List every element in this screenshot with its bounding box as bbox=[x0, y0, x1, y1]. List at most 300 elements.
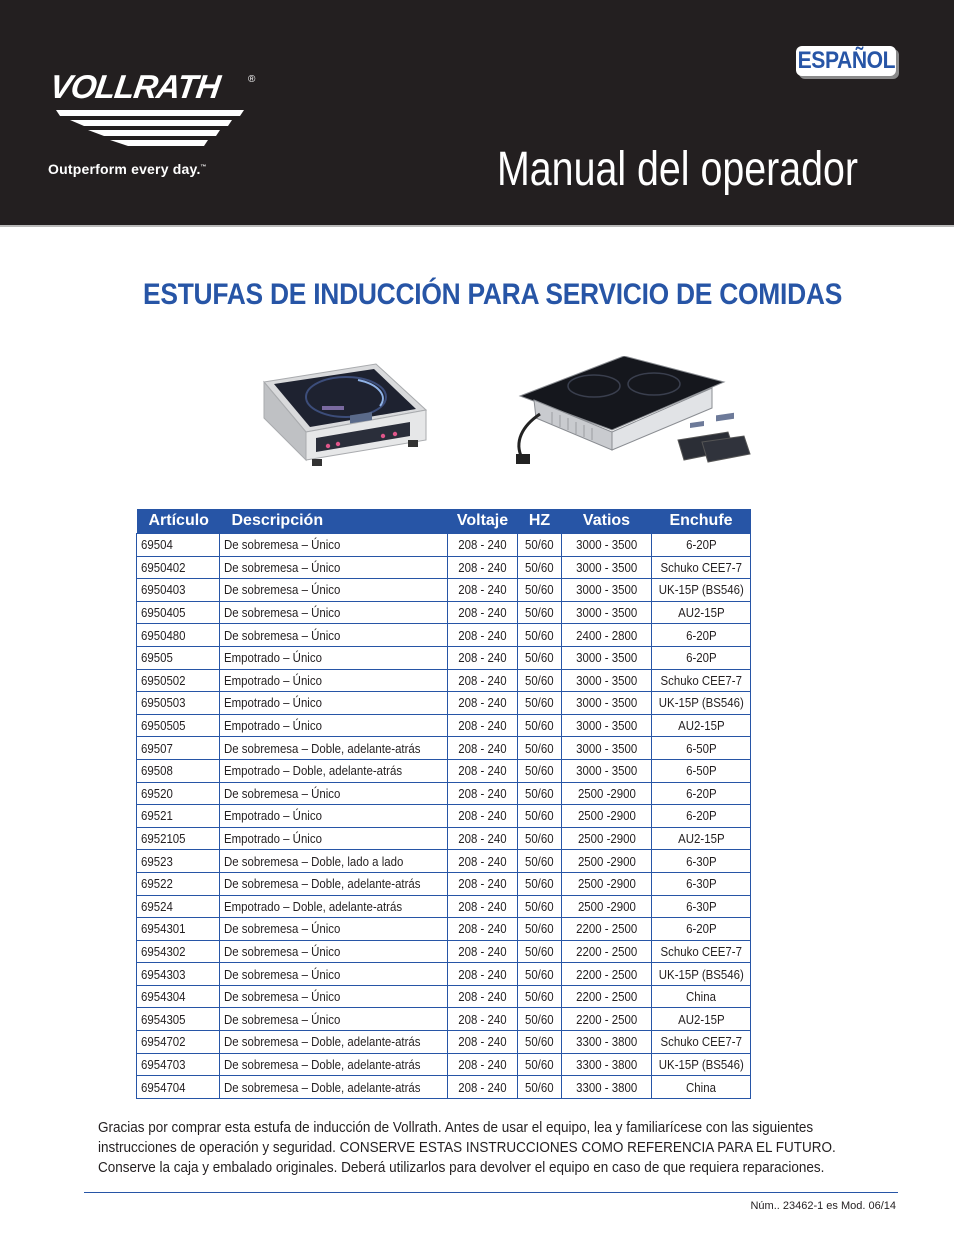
cell-articulo bbox=[137, 918, 220, 941]
cell-enchufe bbox=[652, 985, 751, 1008]
intro-paragraph bbox=[98, 1118, 888, 1178]
cell-articulo-text: 6954702 bbox=[141, 1034, 186, 1050]
cell-vatios bbox=[562, 669, 652, 692]
cell-descripcion bbox=[220, 805, 448, 828]
cell-vatios bbox=[562, 1076, 652, 1099]
cell-enchufe bbox=[652, 601, 751, 624]
table-row bbox=[137, 827, 751, 850]
cell-descripcion-text: Empotrado – Único bbox=[224, 808, 322, 824]
cell-voltaje bbox=[448, 1008, 518, 1031]
table-row bbox=[137, 963, 751, 986]
cell-articulo bbox=[137, 714, 220, 737]
product-spec-table bbox=[136, 509, 751, 1099]
cell-hz-text: 50/60 bbox=[525, 627, 554, 643]
cell-descripcion-text: De sobremesa – Doble, adelante-atrás bbox=[224, 740, 421, 756]
cell-enchufe bbox=[652, 850, 751, 873]
table-row bbox=[137, 624, 751, 647]
cell-descripcion-text: De sobremesa – Único bbox=[224, 605, 341, 621]
cell-vatios-text: 3300 - 3800 bbox=[575, 1079, 638, 1095]
cell-articulo bbox=[137, 601, 220, 624]
col-header-enchufe: Enchufe bbox=[652, 509, 751, 534]
cell-vatios bbox=[562, 850, 652, 873]
cell-articulo-text: 6954304 bbox=[141, 989, 186, 1005]
cell-voltaje bbox=[448, 624, 518, 647]
product-title: ESTUFAS DE INDUCCIÓN PARA SERVICIO DE COMIDAS bbox=[143, 278, 843, 311]
table-row bbox=[137, 714, 751, 737]
cell-voltaje-text: 208 - 240 bbox=[458, 943, 507, 959]
cell-voltaje-text: 208 - 240 bbox=[458, 740, 507, 756]
cell-hz-text: 50/60 bbox=[525, 1079, 554, 1095]
cell-articulo bbox=[137, 985, 220, 1008]
table-body bbox=[137, 534, 751, 1099]
cell-hz bbox=[518, 759, 562, 782]
cell-vatios-text: 3000 - 3500 bbox=[575, 672, 638, 688]
cell-articulo-text: 6952105 bbox=[141, 831, 186, 847]
cell-descripcion bbox=[220, 624, 448, 647]
cell-enchufe bbox=[652, 669, 751, 692]
cell-voltaje-text: 208 - 240 bbox=[458, 921, 507, 937]
cell-vatios-text: 2200 - 2500 bbox=[575, 921, 638, 937]
cell-voltaje bbox=[448, 601, 518, 624]
cell-articulo-text: 69522 bbox=[141, 876, 173, 892]
cell-descripcion bbox=[220, 918, 448, 941]
cell-descripcion bbox=[220, 759, 448, 782]
cell-voltaje bbox=[448, 646, 518, 669]
cell-enchufe-text: China bbox=[686, 1079, 716, 1095]
cell-descripcion bbox=[220, 737, 448, 760]
cell-enchufe bbox=[652, 624, 751, 647]
cell-enchufe-text: AU2-15P bbox=[677, 1011, 725, 1027]
cell-hz-text: 50/60 bbox=[525, 785, 554, 801]
cell-hz bbox=[518, 895, 562, 918]
table-row bbox=[137, 1008, 751, 1031]
cell-vatios bbox=[562, 940, 652, 963]
cell-vatios bbox=[562, 1053, 652, 1076]
cell-articulo bbox=[137, 646, 220, 669]
cell-enchufe-text: 6-30P bbox=[685, 853, 717, 869]
cell-articulo-text: 6954305 bbox=[141, 1011, 186, 1027]
cell-descripcion-text: Empotrado – Único bbox=[224, 695, 322, 711]
built-in-induction-range-image bbox=[512, 356, 752, 476]
cell-descripcion bbox=[220, 534, 448, 557]
cell-vatios bbox=[562, 759, 652, 782]
cell-articulo bbox=[137, 1008, 220, 1031]
cell-descripcion bbox=[220, 669, 448, 692]
cell-vatios bbox=[562, 579, 652, 602]
cell-voltaje-text: 208 - 240 bbox=[458, 763, 507, 779]
cell-voltaje-text: 208 - 240 bbox=[458, 672, 507, 688]
cell-hz bbox=[518, 737, 562, 760]
cell-voltaje bbox=[448, 827, 518, 850]
cell-vatios-text: 3000 - 3500 bbox=[575, 763, 638, 779]
cell-vatios-text: 2500 -2900 bbox=[577, 785, 636, 801]
cell-articulo-text: 69524 bbox=[141, 898, 173, 914]
cell-articulo-text: 69507 bbox=[141, 740, 173, 756]
cell-descripcion-text: De sobremesa – Único bbox=[224, 1011, 341, 1027]
cell-voltaje bbox=[448, 1053, 518, 1076]
table-row bbox=[137, 940, 751, 963]
cell-articulo-text: 6950405 bbox=[141, 605, 186, 621]
cell-articulo-text: 6954303 bbox=[141, 966, 186, 982]
cell-hz bbox=[518, 985, 562, 1008]
cell-descripcion bbox=[220, 895, 448, 918]
cell-hz-text: 50/60 bbox=[525, 898, 554, 914]
cell-articulo-text: 6950502 bbox=[141, 672, 186, 688]
cell-vatios bbox=[562, 895, 652, 918]
cell-vatios bbox=[562, 805, 652, 828]
cell-descripcion-text: Empotrado – Doble, adelante-atrás bbox=[224, 898, 403, 914]
cell-voltaje-text: 208 - 240 bbox=[458, 1034, 507, 1050]
cell-vatios bbox=[562, 737, 652, 760]
cell-vatios-text: 2400 - 2800 bbox=[575, 627, 638, 643]
tagline-text: Outperform every day. bbox=[48, 161, 201, 177]
cell-vatios bbox=[562, 646, 652, 669]
cell-descripcion-text: Empotrado – Único bbox=[224, 718, 322, 734]
cell-enchufe bbox=[652, 1076, 751, 1099]
cell-enchufe bbox=[652, 759, 751, 782]
cell-articulo bbox=[137, 1031, 220, 1054]
cell-vatios bbox=[562, 782, 652, 805]
cell-articulo bbox=[137, 737, 220, 760]
cell-voltaje-text: 208 - 240 bbox=[458, 695, 507, 711]
cell-enchufe-text: 6-30P bbox=[685, 876, 717, 892]
cell-articulo-text: 69523 bbox=[141, 853, 173, 869]
cell-enchufe-text: 6-20P bbox=[685, 785, 717, 801]
table-row bbox=[137, 759, 751, 782]
trademark-mark: ™ bbox=[200, 164, 207, 171]
cell-hz bbox=[518, 601, 562, 624]
cell-voltaje-text: 208 - 240 bbox=[458, 718, 507, 734]
cell-voltaje bbox=[448, 782, 518, 805]
cell-enchufe-text: AU2-15P bbox=[677, 718, 725, 734]
cell-descripcion-text: De sobremesa – Único bbox=[224, 989, 341, 1005]
cell-vatios-text: 3000 - 3500 bbox=[575, 582, 638, 598]
cell-hz-text: 50/60 bbox=[525, 853, 554, 869]
cell-vatios bbox=[562, 556, 652, 579]
cell-voltaje-text: 208 - 240 bbox=[458, 853, 507, 869]
vollrath-logo bbox=[44, 68, 274, 148]
cell-enchufe bbox=[652, 827, 751, 850]
cell-descripcion bbox=[220, 1053, 448, 1076]
cell-vatios-text: 3000 - 3500 bbox=[575, 650, 638, 666]
cell-vatios bbox=[562, 714, 652, 737]
col-header-hz: HZ bbox=[518, 509, 562, 534]
cell-enchufe bbox=[652, 1008, 751, 1031]
cell-hz bbox=[518, 1076, 562, 1099]
table-row bbox=[137, 918, 751, 941]
cell-enchufe-text: 6-20P bbox=[685, 921, 717, 937]
cell-voltaje-text: 208 - 240 bbox=[458, 808, 507, 824]
cell-hz bbox=[518, 827, 562, 850]
cell-vatios bbox=[562, 918, 652, 941]
cell-hz bbox=[518, 646, 562, 669]
cell-descripcion bbox=[220, 940, 448, 963]
cell-enchufe-text: 6-50P bbox=[685, 763, 717, 779]
col-header-vatios: Vatios bbox=[562, 509, 652, 534]
cell-descripcion bbox=[220, 579, 448, 602]
cell-enchufe-text: 6-50P bbox=[685, 740, 717, 756]
cell-hz bbox=[518, 1053, 562, 1076]
cell-voltaje-text: 208 - 240 bbox=[458, 650, 507, 666]
cell-voltaje bbox=[448, 556, 518, 579]
cell-vatios bbox=[562, 827, 652, 850]
cell-voltaje bbox=[448, 759, 518, 782]
cell-descripcion-text: De sobremesa – Único bbox=[224, 943, 341, 959]
cell-articulo bbox=[137, 1053, 220, 1076]
table-row bbox=[137, 1031, 751, 1054]
footer-divider bbox=[84, 1192, 898, 1193]
cell-articulo bbox=[137, 759, 220, 782]
cell-descripcion-text: De sobremesa – Único bbox=[224, 559, 341, 575]
cell-hz-text: 50/60 bbox=[525, 943, 554, 959]
cell-vatios bbox=[562, 872, 652, 895]
cell-enchufe bbox=[652, 714, 751, 737]
table-header-row bbox=[137, 509, 751, 534]
countertop-induction-range-image bbox=[258, 360, 432, 472]
cell-voltaje bbox=[448, 805, 518, 828]
cell-enchufe bbox=[652, 646, 751, 669]
cell-hz bbox=[518, 579, 562, 602]
cell-enchufe bbox=[652, 782, 751, 805]
cell-hz-text: 50/60 bbox=[525, 808, 554, 824]
cell-descripcion-text: De sobremesa – Doble, adelante-atrás bbox=[224, 1034, 421, 1050]
cell-descripcion-text: De sobremesa – Único bbox=[224, 627, 341, 643]
table-row bbox=[137, 805, 751, 828]
cell-articulo bbox=[137, 534, 220, 557]
cell-descripcion-text: De sobremesa – Doble, lado a lado bbox=[224, 853, 404, 869]
cell-descripcion-text: De sobremesa – Único bbox=[224, 966, 341, 982]
cell-hz-text: 50/60 bbox=[525, 989, 554, 1005]
cell-articulo bbox=[137, 940, 220, 963]
cell-hz-text: 50/60 bbox=[525, 537, 554, 553]
cell-hz-text: 50/60 bbox=[525, 695, 554, 711]
cell-hz bbox=[518, 963, 562, 986]
cell-vatios-text: 3000 - 3500 bbox=[575, 559, 638, 575]
cell-vatios-text: 2200 - 2500 bbox=[575, 966, 638, 982]
intro-text: Gracias por comprar esta estufa de inducción de Vollrath. Antes de usar el equipo, lea y familiarícese con las siguientes instrucciones de operación y seguridad. CONSERVE ESTAS INSTRUCCIONES COMO REFERENCIA PARA EL FUTURO. Conserve la caja y embalado originales. Deberá utilizarlos para devolver el equipo en caso de que requiera reparaciones. bbox=[98, 1119, 836, 1176]
cell-descripcion-text: De sobremesa – Doble, adelante-atrás bbox=[224, 1079, 421, 1095]
cell-hz bbox=[518, 940, 562, 963]
cell-vatios bbox=[562, 534, 652, 557]
cell-hz bbox=[518, 1008, 562, 1031]
cell-articulo-text: 6950503 bbox=[141, 695, 186, 711]
cell-voltaje-text: 208 - 240 bbox=[458, 537, 507, 553]
cell-hz-text: 50/60 bbox=[525, 650, 554, 666]
table-row bbox=[137, 985, 751, 1008]
cell-enchufe-text: Schuko CEE7-7 bbox=[660, 559, 742, 575]
table-row bbox=[137, 601, 751, 624]
cell-hz bbox=[518, 534, 562, 557]
cell-vatios-text: 2500 -2900 bbox=[577, 831, 636, 847]
cell-hz-text: 50/60 bbox=[525, 763, 554, 779]
cell-hz-text: 50/60 bbox=[525, 831, 554, 847]
table-row bbox=[137, 737, 751, 760]
cell-enchufe-text: 6-20P bbox=[685, 808, 717, 824]
cell-hz-text: 50/60 bbox=[525, 1034, 554, 1050]
cell-vatios-text: 3000 - 3500 bbox=[575, 740, 638, 756]
cell-descripcion bbox=[220, 1031, 448, 1054]
cell-articulo bbox=[137, 692, 220, 715]
manual-title: Manual del operador bbox=[497, 143, 859, 196]
cell-vatios-text: 2500 -2900 bbox=[577, 808, 636, 824]
cell-vatios bbox=[562, 1008, 652, 1031]
table-row bbox=[137, 646, 751, 669]
cell-enchufe bbox=[652, 940, 751, 963]
cell-hz bbox=[518, 872, 562, 895]
cell-hz-text: 50/60 bbox=[525, 740, 554, 756]
cell-enchufe bbox=[652, 872, 751, 895]
cell-voltaje bbox=[448, 940, 518, 963]
cell-voltaje-text: 208 - 240 bbox=[458, 989, 507, 1005]
table-row bbox=[137, 1076, 751, 1099]
cell-descripcion-text: De sobremesa – Único bbox=[224, 921, 341, 937]
table-row bbox=[137, 782, 751, 805]
cell-vatios-text: 2200 - 2500 bbox=[575, 989, 638, 1005]
cell-voltaje-text: 208 - 240 bbox=[458, 1011, 507, 1027]
cell-voltaje bbox=[448, 850, 518, 873]
cell-enchufe-text: AU2-15P bbox=[677, 605, 725, 621]
cell-enchufe bbox=[652, 692, 751, 715]
cell-enchufe-text: 6-20P bbox=[685, 537, 717, 553]
cell-descripcion bbox=[220, 827, 448, 850]
cell-enchufe bbox=[652, 1031, 751, 1054]
cell-articulo-text: 6954302 bbox=[141, 943, 186, 959]
cell-hz bbox=[518, 850, 562, 873]
cell-vatios-text: 3300 - 3800 bbox=[575, 1056, 638, 1072]
cell-voltaje bbox=[448, 534, 518, 557]
table-row bbox=[137, 669, 751, 692]
document-number: Núm.. 23462-1 es Mod. 06/14 bbox=[750, 1200, 896, 1212]
language-label: ESPAÑOL bbox=[797, 47, 895, 74]
cell-enchufe bbox=[652, 918, 751, 941]
cell-descripcion-text: Empotrado – Único bbox=[224, 672, 322, 688]
cell-articulo bbox=[137, 579, 220, 602]
header-divider bbox=[0, 225, 954, 227]
cell-enchufe-text: UK-15P (BS546) bbox=[658, 1056, 744, 1072]
col-header-descripcion: Descripción bbox=[220, 509, 448, 534]
cell-enchufe bbox=[652, 1053, 751, 1076]
cell-hz bbox=[518, 624, 562, 647]
registered-mark: ® bbox=[248, 74, 256, 85]
cell-hz-text: 50/60 bbox=[525, 966, 554, 982]
cell-articulo-text: 6950403 bbox=[141, 582, 186, 598]
cell-enchufe bbox=[652, 963, 751, 986]
table-row bbox=[137, 895, 751, 918]
cell-descripcion-text: De sobremesa – Doble, adelante-atrás bbox=[224, 876, 421, 892]
cell-descripcion bbox=[220, 692, 448, 715]
cell-descripcion-text: De sobremesa – Único bbox=[224, 582, 341, 598]
cell-articulo bbox=[137, 895, 220, 918]
cell-enchufe-text: 6-20P bbox=[685, 650, 717, 666]
cell-enchufe-text: UK-15P (BS546) bbox=[658, 966, 744, 982]
cell-descripcion-text: De sobremesa – Único bbox=[224, 537, 341, 553]
cell-voltaje bbox=[448, 579, 518, 602]
language-badge bbox=[796, 46, 896, 76]
cell-articulo bbox=[137, 872, 220, 895]
table-row bbox=[137, 1053, 751, 1076]
cell-voltaje-text: 208 - 240 bbox=[458, 582, 507, 598]
cell-vatios bbox=[562, 601, 652, 624]
cell-enchufe bbox=[652, 579, 751, 602]
cell-enchufe-text: UK-15P (BS546) bbox=[658, 582, 744, 598]
cell-enchufe bbox=[652, 737, 751, 760]
cell-voltaje-text: 208 - 240 bbox=[458, 1056, 507, 1072]
header-banner bbox=[0, 0, 954, 225]
cell-articulo-text: 6950402 bbox=[141, 559, 186, 575]
cell-voltaje bbox=[448, 692, 518, 715]
cell-voltaje bbox=[448, 714, 518, 737]
table-row bbox=[137, 872, 751, 895]
cell-voltaje-text: 208 - 240 bbox=[458, 627, 507, 643]
cell-descripcion bbox=[220, 646, 448, 669]
cell-voltaje-text: 208 - 240 bbox=[458, 559, 507, 575]
cell-voltaje bbox=[448, 895, 518, 918]
cell-enchufe-text: AU2-15P bbox=[677, 831, 725, 847]
cell-voltaje bbox=[448, 918, 518, 941]
cell-hz-text: 50/60 bbox=[525, 605, 554, 621]
cell-descripcion-text: Empotrado – Único bbox=[224, 831, 322, 847]
cell-articulo-text: 6954704 bbox=[141, 1079, 186, 1095]
cell-voltaje bbox=[448, 985, 518, 1008]
cell-hz-text: 50/60 bbox=[525, 672, 554, 688]
cell-articulo-text: 6954301 bbox=[141, 921, 186, 937]
cell-articulo bbox=[137, 850, 220, 873]
cell-articulo bbox=[137, 782, 220, 805]
cell-descripcion-text: De sobremesa – Doble, adelante-atrás bbox=[224, 1056, 421, 1072]
cell-vatios bbox=[562, 963, 652, 986]
cell-vatios-text: 3000 - 3500 bbox=[575, 718, 638, 734]
cell-hz-text: 50/60 bbox=[525, 582, 554, 598]
cell-vatios bbox=[562, 692, 652, 715]
cell-hz bbox=[518, 918, 562, 941]
cell-descripcion-text: De sobremesa – Único bbox=[224, 785, 341, 801]
cell-vatios-text: 2200 - 2500 bbox=[575, 1011, 638, 1027]
cell-voltaje bbox=[448, 1031, 518, 1054]
cell-vatios bbox=[562, 624, 652, 647]
cell-vatios-text: 3300 - 3800 bbox=[575, 1034, 638, 1050]
cell-articulo-text: 69504 bbox=[141, 537, 173, 553]
cell-descripcion bbox=[220, 963, 448, 986]
cell-descripcion bbox=[220, 985, 448, 1008]
cell-enchufe-text: 6-20P bbox=[685, 627, 717, 643]
cell-descripcion bbox=[220, 782, 448, 805]
table-row bbox=[137, 850, 751, 873]
cell-voltaje bbox=[448, 1076, 518, 1099]
cell-vatios-text: 2200 - 2500 bbox=[575, 943, 638, 959]
cell-hz bbox=[518, 1031, 562, 1054]
cell-hz-text: 50/60 bbox=[525, 1056, 554, 1072]
cell-enchufe-text: 6-30P bbox=[685, 898, 717, 914]
cell-articulo bbox=[137, 1076, 220, 1099]
cell-hz bbox=[518, 714, 562, 737]
cell-vatios bbox=[562, 985, 652, 1008]
cell-descripcion bbox=[220, 872, 448, 895]
cell-voltaje-text: 208 - 240 bbox=[458, 876, 507, 892]
cell-voltaje-text: 208 - 240 bbox=[458, 831, 507, 847]
cell-articulo-text: 6954703 bbox=[141, 1056, 186, 1072]
cell-descripcion bbox=[220, 601, 448, 624]
cell-vatios-text: 3000 - 3500 bbox=[575, 537, 638, 553]
cell-enchufe-text: Schuko CEE7-7 bbox=[660, 943, 742, 959]
cell-vatios-text: 2500 -2900 bbox=[577, 853, 636, 869]
cell-voltaje-text: 208 - 240 bbox=[458, 785, 507, 801]
cell-enchufe-text: Schuko CEE7-7 bbox=[660, 1034, 742, 1050]
cell-hz bbox=[518, 556, 562, 579]
cell-articulo-text: 69505 bbox=[141, 650, 173, 666]
cell-articulo bbox=[137, 805, 220, 828]
cell-vatios-text: 2500 -2900 bbox=[577, 876, 636, 892]
table-row bbox=[137, 692, 751, 715]
